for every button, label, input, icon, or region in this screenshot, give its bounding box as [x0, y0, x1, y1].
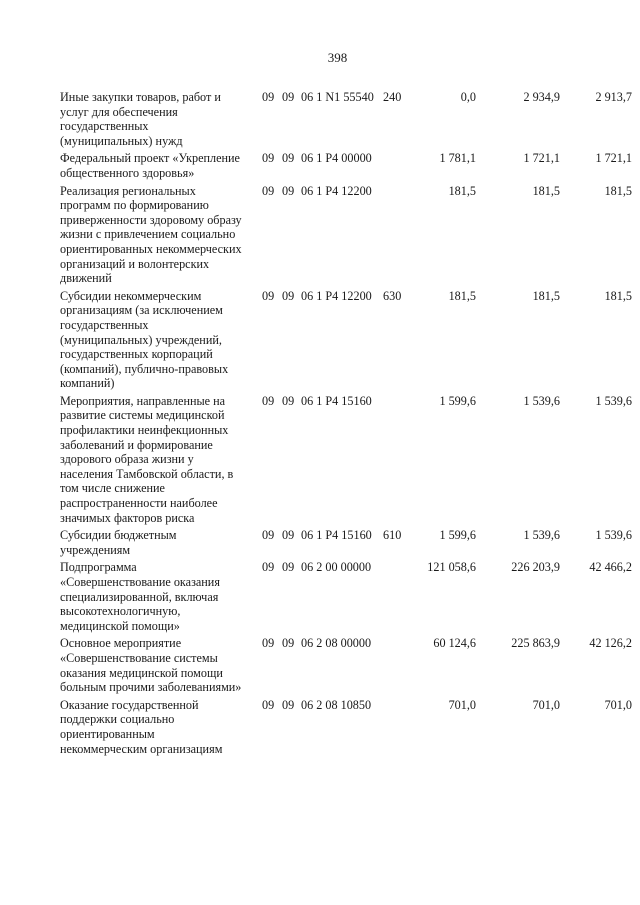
row-name-line: Иные закупки товаров, работ и [60, 90, 221, 104]
amount-col-3: 1 539,6 [595, 528, 632, 543]
row-name-line: государственных [60, 317, 149, 332]
table-row [60, 528, 632, 557]
expense-type-code: 240 [383, 90, 402, 104]
target-article-code: 06 1 P4 15160 [301, 393, 372, 408]
amount-col-2: 701,0 [532, 697, 560, 712]
amount-col-2: 226 203,9 [511, 560, 560, 575]
row-name [60, 636, 260, 694]
section-code: 09 [262, 90, 275, 104]
row-name-line: Федеральный проект «Укрепление [60, 151, 240, 166]
row-name-line: значимых факторов риска [60, 510, 195, 525]
row-name-line: организациям (за исключением [60, 303, 223, 318]
target-article-code: 06 1 N1 55540 [301, 90, 374, 104]
subsection-code: 09 [282, 393, 295, 408]
row-name-line: Реализация региональных [60, 183, 196, 198]
amount-col-3: 701,0 [604, 697, 632, 712]
page-number: 398 [327, 50, 348, 65]
row-name-line: специализированной, включая [60, 589, 219, 604]
row-name-line: организаций и волонтерских [60, 256, 210, 271]
table-row [60, 90, 632, 148]
row-name-line: Основное мероприятие [60, 636, 182, 651]
amount-col-3: 2 913,7 [595, 90, 632, 104]
row-name [60, 528, 260, 557]
target-article-code: 06 2 08 00000 [301, 636, 372, 651]
row-name-line: Оказание государственной [60, 697, 199, 712]
row-name-line: больным прочими заболеваниями» [60, 680, 242, 695]
amount-col-2: 1 539,6 [523, 393, 560, 408]
target-article-code: 06 1 P4 12200 [301, 183, 372, 198]
expense-type-code: 630 [383, 288, 402, 303]
amount-col-1: 1 599,6 [439, 528, 476, 543]
table-row [60, 151, 632, 180]
amount-col-3: 181,5 [604, 288, 632, 303]
row-name [60, 698, 260, 756]
section-code: 09 [262, 151, 275, 166]
expense-type-code: 610 [383, 528, 402, 543]
subsection-code: 09 [282, 697, 295, 712]
amount-col-2: 181,5 [532, 288, 560, 303]
section-code: 09 [262, 560, 275, 575]
amount-col-3: 181,5 [604, 183, 632, 198]
amount-col-1: 0,0 [460, 90, 476, 104]
subsection-code: 09 [282, 528, 295, 543]
row-name-line: (муниципальных) учреждений, [60, 332, 222, 347]
subsection-code: 09 [282, 151, 295, 166]
row-name-line: (компаний), публично-правовых [60, 361, 229, 376]
target-article-code: 06 2 00 00000 [301, 560, 372, 575]
row-name-line: Субсидии некоммерческим [60, 288, 202, 303]
amount-col-1: 1 781,1 [439, 151, 476, 166]
row-name-line: том числе снижение [60, 481, 165, 496]
table-row [60, 289, 632, 391]
amount-col-1: 181,5 [448, 183, 476, 198]
row-name [60, 151, 260, 180]
target-article-code: 06 1 P4 15160 [301, 528, 372, 543]
table-row [60, 394, 632, 525]
table-row [60, 636, 632, 694]
row-name [60, 289, 260, 391]
amount-col-3: 42 466,2 [589, 560, 632, 575]
row-name-line: распространенности наиболее [60, 496, 218, 511]
row-name-line: государственных корпораций [60, 347, 213, 362]
amount-col-2: 1 721,1 [523, 151, 560, 166]
row-name-line: медицинской помощи» [60, 618, 180, 633]
amount-col-2: 2 934,9 [523, 90, 560, 104]
row-name [60, 394, 260, 525]
row-name-line: развитие системы медицинской [60, 408, 225, 423]
row-name-line: услуг для обеспечения [60, 104, 178, 119]
row-name-line: Подпрограмма [60, 560, 137, 575]
row-name-line: ориентированных некоммерческих [60, 241, 242, 256]
row-name-line: программ по формированию [60, 198, 209, 213]
row-name-line: профилактики неинфекционных [60, 423, 229, 438]
row-name-line: «Совершенствование системы [60, 650, 218, 665]
amount-col-3: 1 721,1 [595, 151, 632, 166]
row-name-line: приверженности здоровому образу [60, 212, 242, 227]
row-name-line: Мероприятия, направленные на [60, 393, 226, 408]
row-name [60, 90, 260, 148]
row-name-line: ориентированным [60, 726, 155, 741]
amount-col-3: 1 539,6 [595, 393, 632, 408]
row-name-line: «Совершенствование оказания [60, 575, 220, 589]
budget-table [60, 90, 632, 759]
subsection-code: 09 [282, 560, 295, 575]
row-name [60, 560, 260, 633]
amount-col-1: 60 124,6 [433, 636, 476, 651]
row-name-line: населения Тамбовской области, в [60, 466, 234, 481]
row-name-line: государственных [60, 119, 149, 134]
row-name-line: высокотехнологичную, [60, 604, 181, 619]
row-name [60, 184, 260, 286]
subsection-code: 09 [282, 636, 295, 651]
subsection-code: 09 [282, 288, 295, 303]
section-code: 09 [262, 393, 275, 408]
subsection-code: 09 [282, 90, 295, 104]
row-name-line: компаний) [60, 376, 115, 391]
table-row [60, 560, 632, 633]
amount-col-2: 181,5 [532, 183, 560, 198]
section-code: 09 [262, 636, 275, 651]
section-code: 09 [262, 697, 275, 712]
row-name-line: здорового образа жизни у [60, 452, 194, 467]
target-article-code: 06 2 08 10850 [301, 697, 372, 712]
row-name-line: оказания медицинской помощи [60, 665, 223, 680]
amount-col-1: 701,0 [448, 697, 476, 712]
row-name-line: учреждениям [60, 542, 131, 557]
table-row [60, 184, 632, 286]
row-name-line: поддержки социально [60, 712, 175, 727]
amount-col-2: 225 863,9 [511, 636, 560, 651]
row-name-line: Субсидии бюджетным [60, 528, 177, 543]
amount-col-2: 1 539,6 [523, 528, 560, 543]
row-name-line: общественного здоровья» [60, 165, 195, 180]
target-article-code: 06 1 P4 12200 [301, 288, 372, 303]
section-code: 09 [262, 528, 275, 543]
row-name-line: заболеваний и формирование [60, 437, 213, 452]
row-name-line: некоммерческим организациям [60, 741, 223, 756]
amount-col-1: 121 058,6 [427, 560, 476, 575]
subsection-code: 09 [282, 183, 295, 198]
amount-col-3: 42 126,2 [589, 636, 632, 651]
row-name-line: жизни с привлечением социально [60, 227, 236, 242]
amount-col-1: 1 599,6 [439, 393, 476, 408]
row-name-line: движений [60, 271, 112, 286]
table-row [60, 698, 632, 756]
amount-col-1: 181,5 [448, 288, 476, 303]
target-article-code: 06 1 P4 00000 [301, 151, 372, 166]
row-name-line: (муниципальных) нужд [60, 133, 183, 148]
section-code: 09 [262, 183, 275, 198]
section-code: 09 [262, 288, 275, 303]
